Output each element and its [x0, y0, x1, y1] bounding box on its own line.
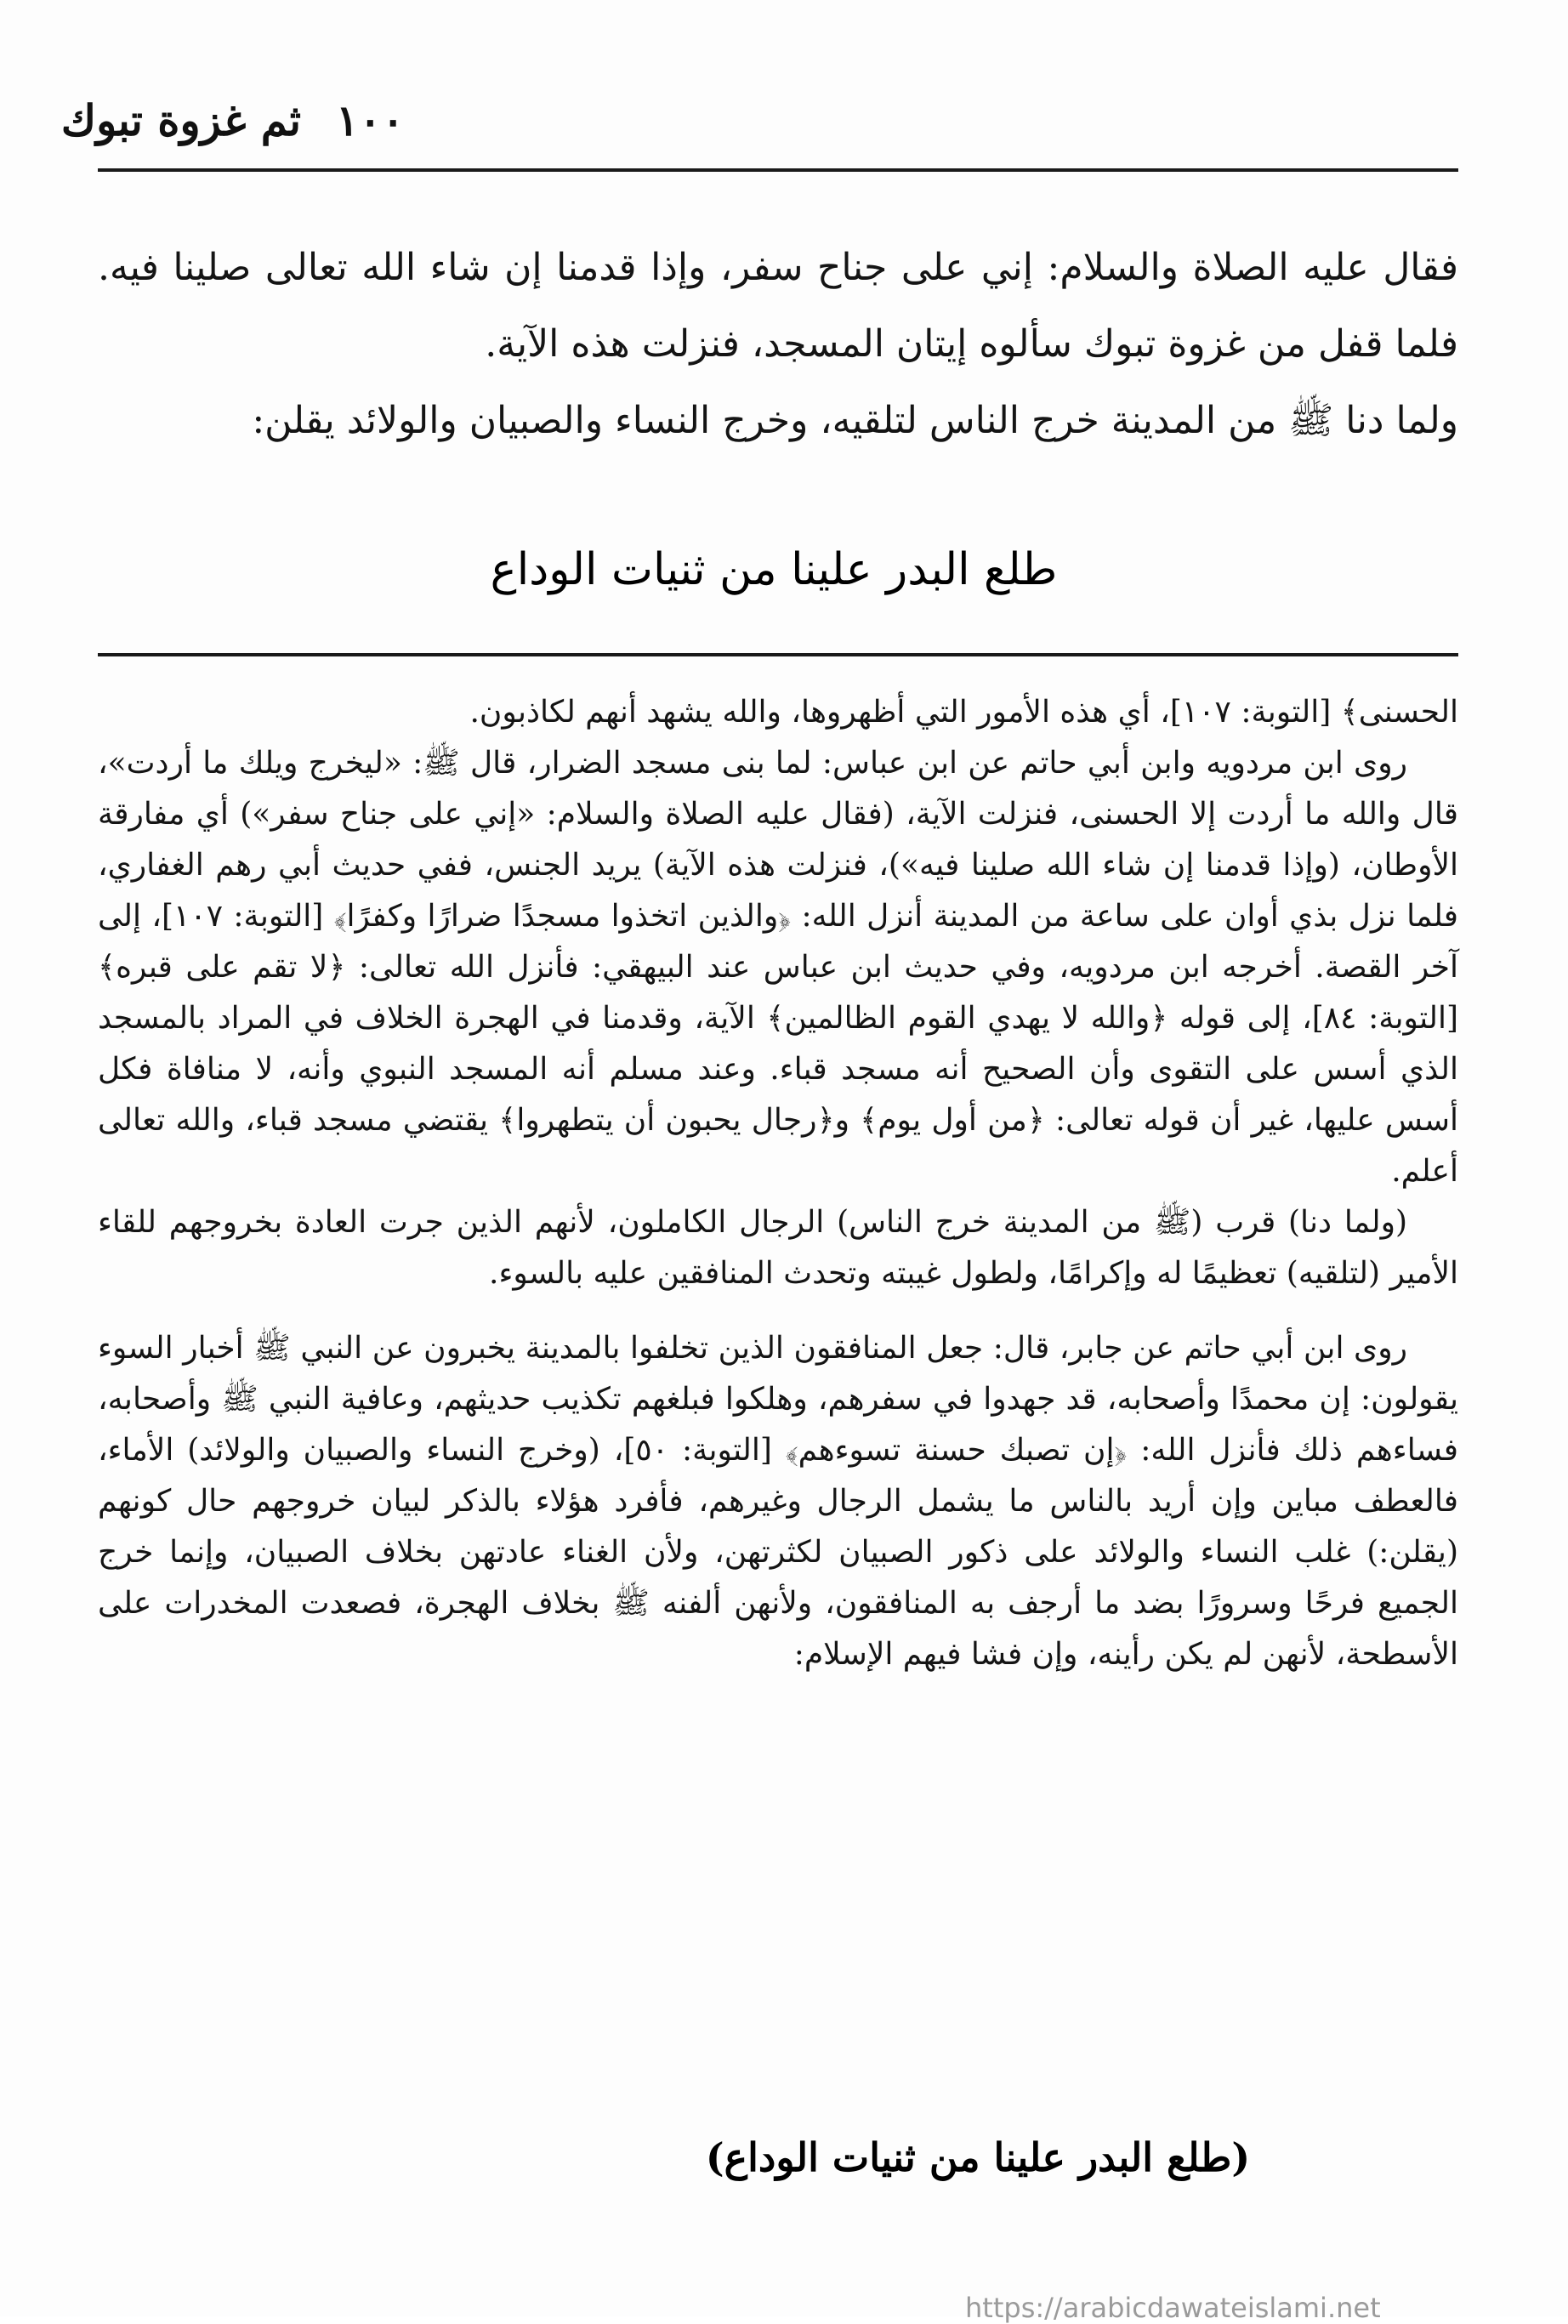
watermark-url: https://arabicdawateislami.net: [965, 2292, 1381, 2324]
commentary-paragraph: الحسنى﴾ [التوبة: ١٠٧]، أي هذه الأمور التي أظهروها، والله يشهد أنهم لكاذبون.: [469, 695, 1458, 730]
commentary-paragraph: روى ابن مردويه وابن أبي حاتم عن ابن عباس: لما بنى مسجد الضرار، قال ﷺ: «ليخرج ويلك ما أردت»، قال والله ما أردت إلا الحسنى، فنزلت الآية، (فقال عليه الصلاة والسلام: «إني على جناح سفر») أي مفارقة الأوطان، (وإذا قدمنا إن شاء الله صلينا فيه»)، فنزلت هذه الآية) يريد الجنس، ففي حديث أبي رهم الغفاري، فلما نزل بذي أوان على ساعة من المدينة أنزل الله: ﴿والذين اتخذوا مسجدًا ضرارًا وكفرًا﴾ [التوبة: ١٠٧]، إلى آخر القصة. أخرجه ابن مردويه، وفي حديث ابن عباس عند البيهقي: فأنزل الله تعالى: ﴿لا تقم على قبره﴾ [التوبة: ٨٤]، إلى قوله ﴿والله لا يهدي القوم الظالمين﴾ الآية، وقدمنا في الهجرة الخلاف في المراد بالمسجد الذي أسس على التقوى وأن الصحيح أنه مسجد قباء. وعند مسلم أنه المسجد النبوي وأنه، لا منافاة فكل أسس عليها، غير أن قوله تعالى: ﴿من أول يوم﴾ و﴿رجال يحبون أن يتطهروا﴾ يقتضي مسجد قباء، والله تعالى أعلم.: [98, 746, 1458, 1189]
commentary-paragraph: روى ابن أبي حاتم عن جابر، قال: جعل المنافقون الذين تخلفوا بالمدينة يخبرون عن النبي ﷺ أخبار السوء يقولون: إن محمدًا وأصحابه، قد جهدوا في سفرهم، وهلكوا فبلغهم تكذيب حديثهم، وعافية النبي ﷺ وأصحابه، فساءهم ذلك فأنزل الله: ﴿إن تصبك حسنة تسوءهم﴾ [التوبة: ٥٠]، (وخرج النساء والصبيان والولائد) الأماء، فالعطف مباين وإن أريد بالناس ما يشمل الرجال وغيرهم، فأفرد هؤلاء بالذكر لبيان خروجهم حال كونهم (يقلن:) غلب النساء والولائد على ذكور الصبيان لكثرتهن، ولأن الغناء عادتهن بخلاف الصبيان، وإنما خرج الجميع فرحًا وسرورًا بضد ما أرجف به المنافقون، ولأنهن ألفنه ﷺ بخلاف الهجرة، فصعدت المخدرات على الأسطحة، لأنهن لم يكن رأينه، وإن فشا فيهم الإسلام:: [98, 1331, 1459, 1672]
commentary-text: [98, 687, 1458, 1680]
footnote-rule: [98, 653, 1458, 656]
running-title: ثم غزوة تبوك: [60, 95, 301, 145]
commentary-verse: (طلع البدر علينا من ثنيات الوداع): [705, 2134, 1251, 2180]
header-rule: [98, 168, 1458, 172]
page-number: ١٠٠: [336, 95, 405, 145]
main-paragraph: فقال عليه الصلاة والسلام: إني على جناح سفر، وإذا قدمنا إن شاء الله تعالى صلينا فيه. فلما قفل من غزوة تبوك سألوه إيتان المسجد، فنزلت هذه الآية.: [98, 246, 1458, 366]
main-paragraph: ولما دنا ﷺ من المدينة خرج الناس لتلقيه، وخرج النساء والصبيان والولائد يقلن:: [252, 399, 1458, 442]
poem-verse: طلع البدر علينا من ثنيات الوداع: [490, 544, 1058, 595]
main-text: [98, 230, 1458, 459]
commentary-paragraph: (ولما دنا) قرب (ﷺ من المدينة خرج الناس) الرجال الكاملون، لأنهم الذين جرت العادة بخروجهم للقاء الأمير (لتلقيه) تعظيمًا له وإكرامًا، ولطول غيبته وتحدث المنافقين عليه بالسوء.: [98, 1205, 1458, 1291]
